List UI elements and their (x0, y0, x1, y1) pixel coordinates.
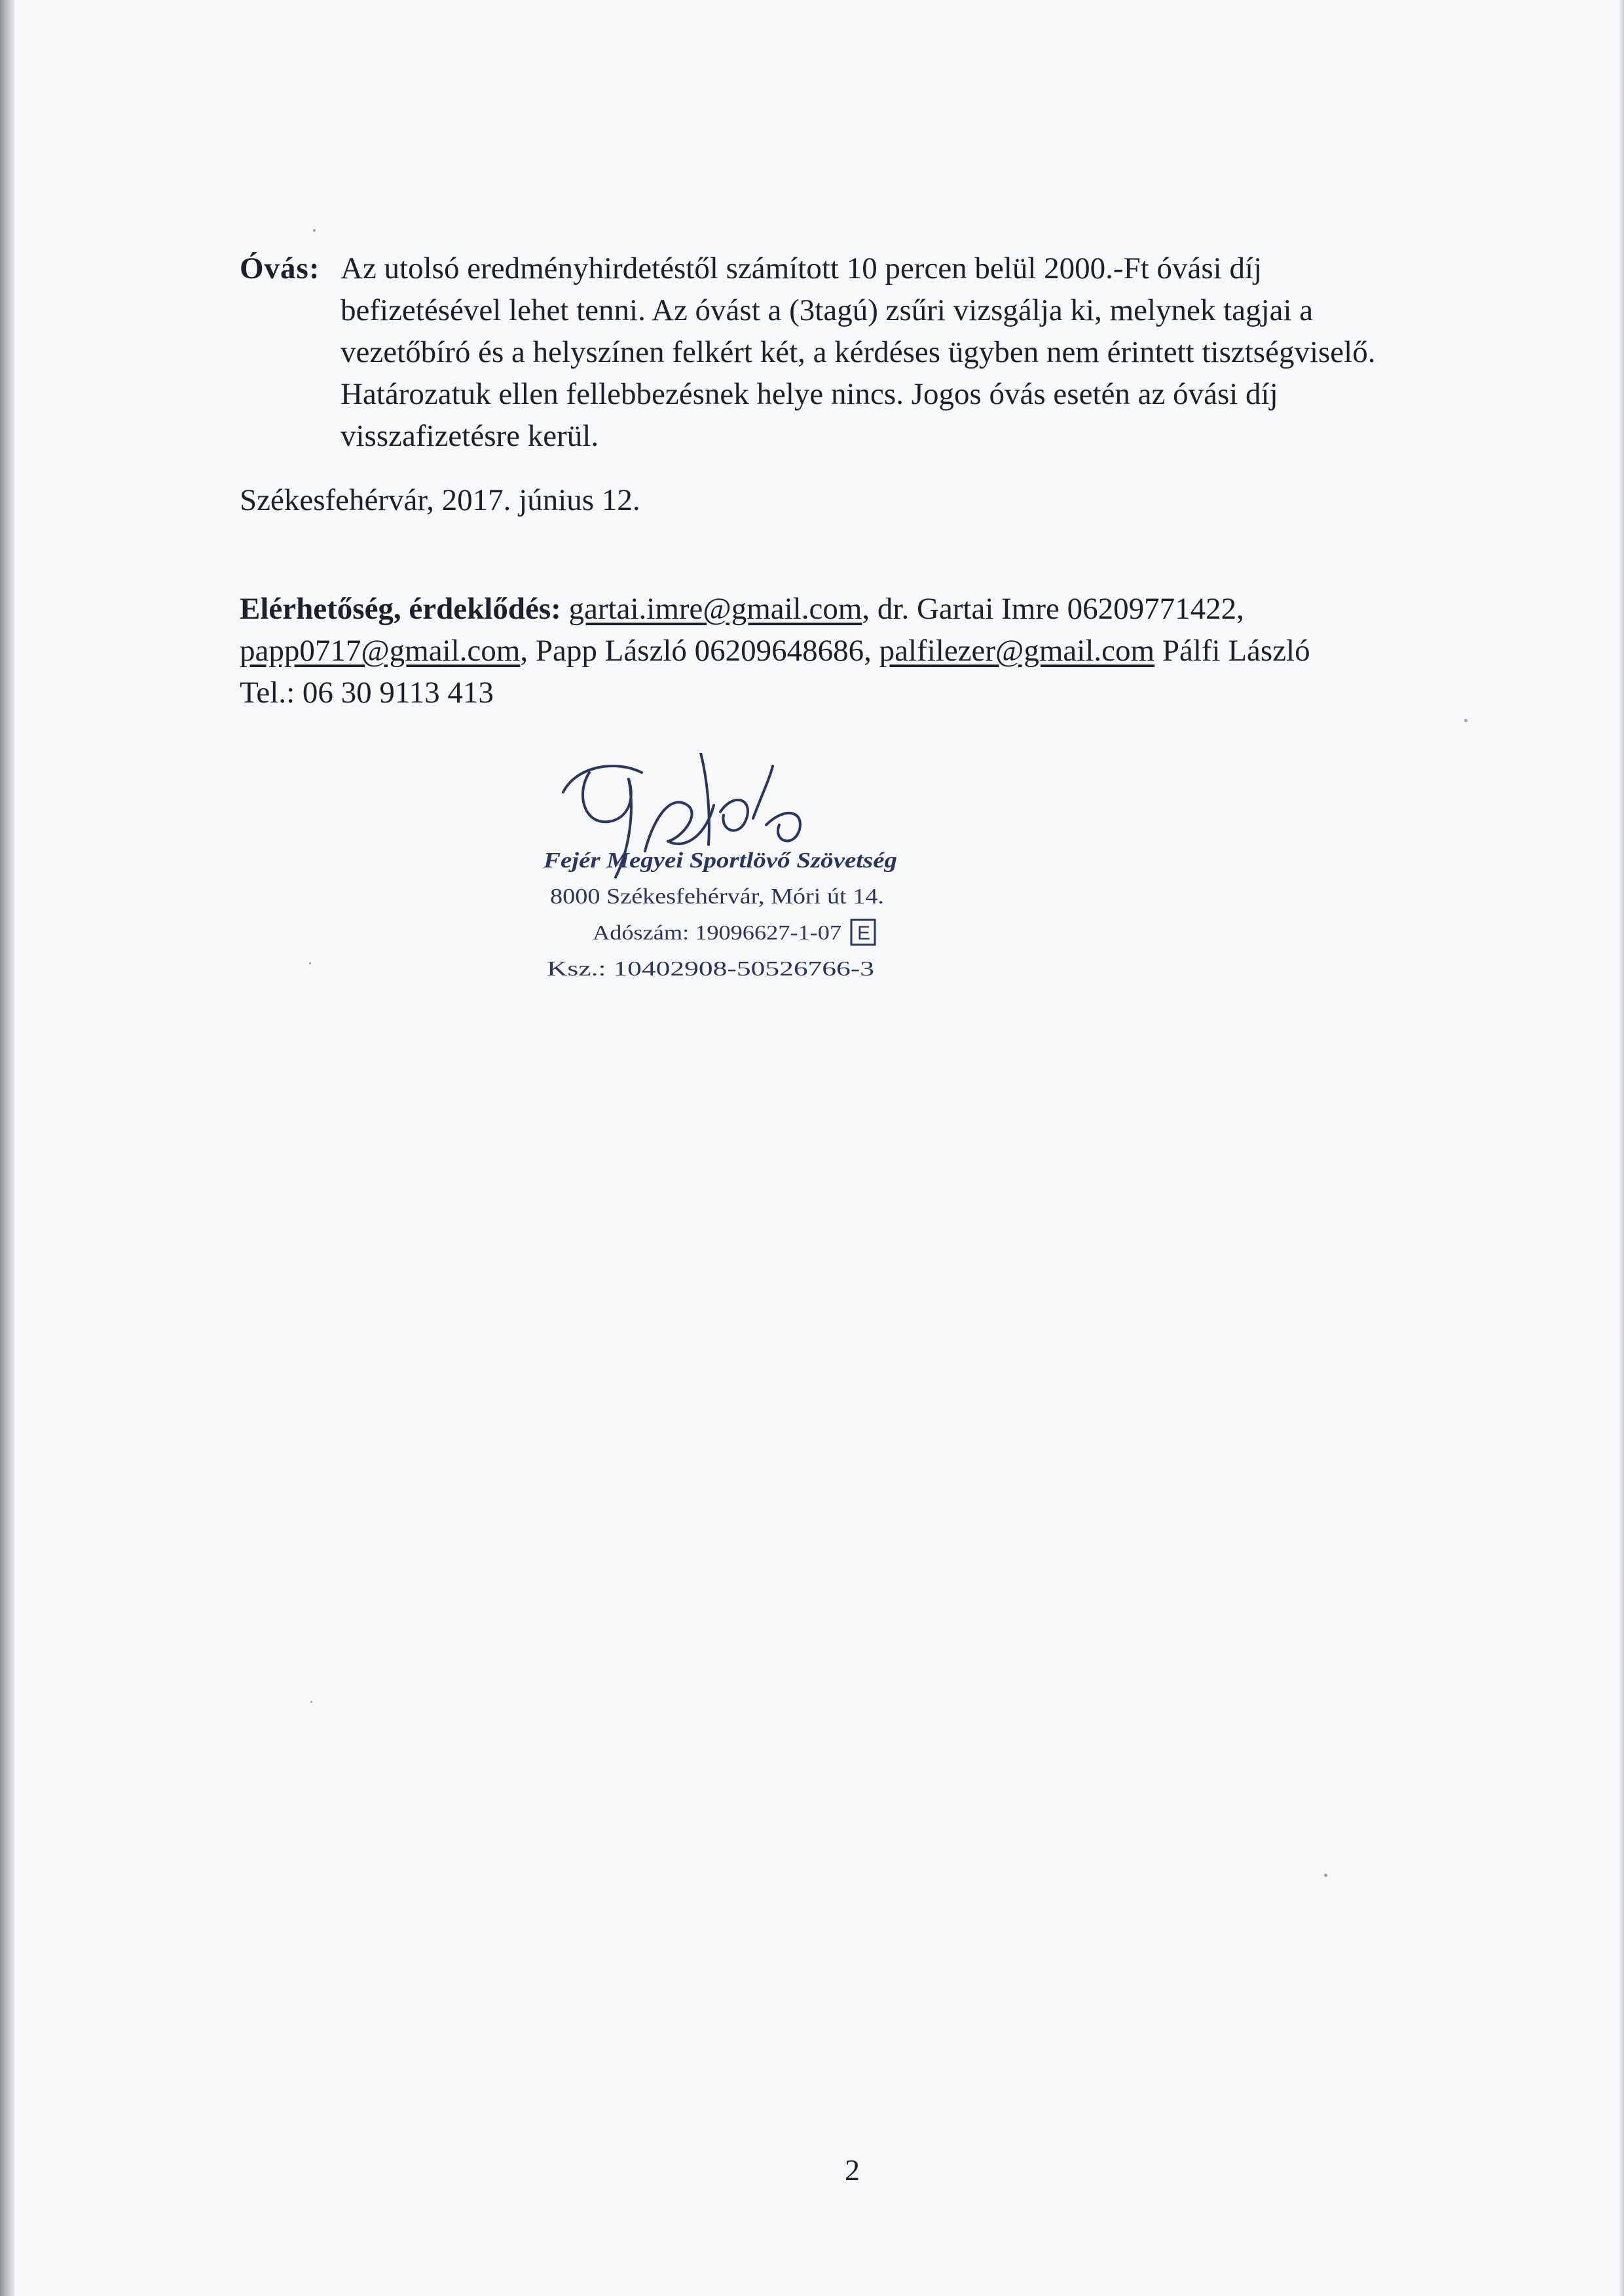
stamp-line-4: Ksz.: 10402908-50526766-3 (547, 957, 874, 980)
stamp-badge: E (857, 922, 871, 944)
email-link-gartai[interactable]: gartai.imre@gmail.com (568, 592, 862, 626)
signature-icon (537, 753, 923, 1015)
ovas-line: visszafizetésre kerül. (341, 419, 599, 453)
scan-left-edge (0, 0, 14, 2296)
contact-line-1 (240, 588, 1484, 630)
contact-text: , dr. Gartai Imre 06209771422, (862, 592, 1244, 626)
contact-label: Elérhetőség, érdeklődés: (240, 592, 561, 626)
contact-section (240, 588, 1484, 714)
contact-text: , Papp László 06209648686, (520, 634, 879, 668)
scan-speck (313, 229, 316, 232)
stamp-line-2: 8000 Székesfehérvár, Móri út 14. (550, 884, 884, 909)
email-link-palfi[interactable]: palfilezer@gmail.com (879, 634, 1155, 668)
ovas-line: Határozatuk ellen fellebbezésnek helye nincs. Jogos óvás esetén az óvási díj (341, 377, 1278, 411)
scan-speck (1324, 1874, 1327, 1877)
email-link-papp[interactable]: papp0717@gmail.com (240, 634, 521, 668)
phone-line: Tel.: 06 30 9113 413 (240, 676, 494, 710)
scan-speck (1464, 719, 1467, 722)
ovas-line: befizetésével lehet tenni. Az óvást a (3tagú) zsűri vizsgálja ki, melynek tagjai a (341, 293, 1314, 327)
ovas-text (341, 247, 1473, 457)
page-number: 2 (845, 2153, 860, 2187)
ovas-line: vezetőbíró és a helyszínen felkért két, a kérdéses ügyben nem érintett tisztségviselő. (341, 335, 1376, 369)
contact-text: Pálfi László (1154, 634, 1310, 668)
date-line: Székesfehérvár, 2017. június 12. (240, 483, 640, 517)
ovas-label: Óvás: (240, 251, 320, 285)
scan-right-edge (1619, 0, 1624, 2296)
scan-speck (310, 1701, 312, 1703)
scan-speck (309, 962, 311, 964)
contact-line-2 (240, 630, 1484, 672)
stamp-line-1: Fejér Megyei Sportlövő Szövetség (542, 848, 897, 873)
ovas-line: Az utolsó eredményhirdetéstől számított 10 percen belül 2000.-Ft óvási díj (341, 251, 1263, 285)
stamp-line-3: Adószám: 19096627-1-07 (593, 920, 841, 944)
signature-stamp (537, 753, 923, 1015)
